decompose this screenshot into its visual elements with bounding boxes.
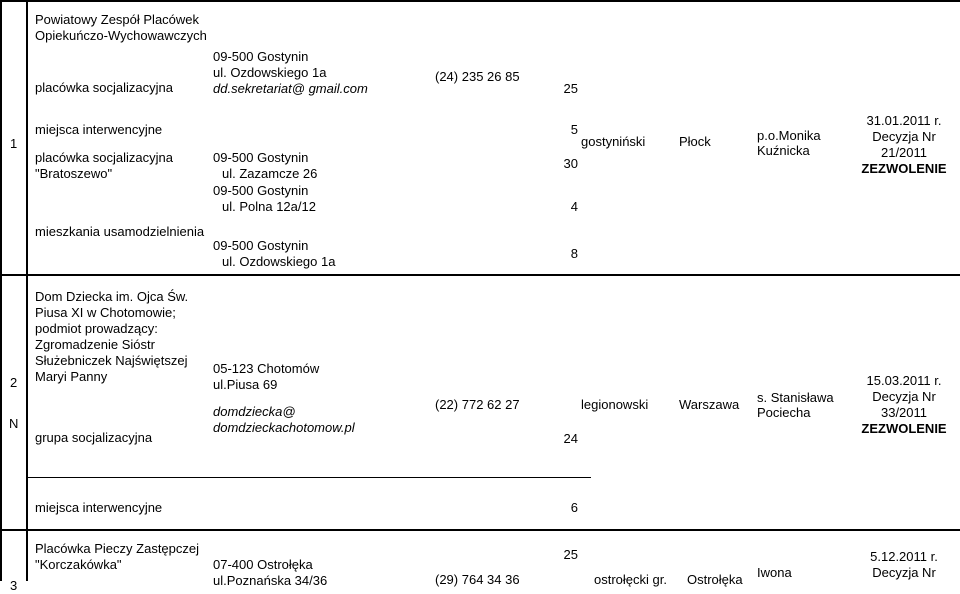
row2-decision-date: 15.03.2011 r. [866,373,942,388]
row1-places-ozd: 8 [570,246,578,261]
row3-institution-line1: Placówka Pieczy Zastępczej [35,541,200,556]
row1-institution-line2: Opiekuńczo-Wychowawczych [35,28,207,43]
row3-number: 3 [10,578,18,593]
row1-decision-number: 21/2011 [880,145,928,160]
row1-unit-bratoszewo-line1: placówka socjalizacyjna [35,150,174,165]
row2-institution-line4: Zgromadzenie Sióstr [35,337,155,352]
row1-places-care: 25 [563,81,578,96]
row1-decision-label: Decyzja Nr [872,129,936,144]
row3-county: ostrołęcki gr. [594,572,667,587]
row2-places-group: 24 [563,431,578,446]
row2-institution-line3: podmiot prowadzący: [35,321,158,336]
row-separator-2-3 [0,529,960,531]
row3-phone: (29) 764 34 36 [435,572,520,587]
row3-places: 25 [563,547,578,562]
row3-decision-label: Decyzja Nr [872,565,936,580]
column-line-1 [26,0,28,581]
row2-email: domdziecka@ [213,404,296,419]
row2-unit-intervention: miejsca interwencyjne [35,500,163,515]
row2-places-intervention: 6 [570,500,578,515]
row1-address-polna-street: ul. Polna 12a/12 [222,199,316,214]
row1-address-polna-city: 09-500 Gostynin [213,183,309,198]
row1-unit-bratoszewo-line2: "Bratoszewo" [35,166,113,181]
row3-institution-line2: "Korczakówka" [35,557,122,572]
row2-decision-label: Decyzja Nr [872,389,936,404]
row1-county: gostyniński [581,134,646,149]
row1-number: 1 [10,136,18,151]
row3-court: Ostrołęka [687,572,743,587]
row1-decision-status: ZEZWOLENIE [861,161,947,176]
row1-director-line1: p.o.Monika [757,128,821,143]
row2-phone: (22) 772 62 27 [435,397,520,412]
row2-unit-group: grupa socjalizacyjna [35,430,153,445]
row1-court: Płock [679,134,711,149]
row1-address-zazamcze-street: ul. Zazamcze 26 [222,166,318,181]
row-separator-2-sub [26,477,591,478]
row2-website: domdzieckachotomow.pl [213,420,355,435]
row3-address-street: ul.Poznańska 34/36 [213,573,328,588]
row1-address-ozd-city: 09-500 Gostynin [213,238,309,253]
row1-address-main-city: 09-500 Gostynin [213,49,309,64]
row1-decision-date: 31.01.2011 r. [866,113,942,128]
row1-places-bratoszewo: 30 [563,156,578,171]
row1-places-polna: 4 [570,199,578,214]
row2-decision-number: 33/2011 [880,405,928,420]
row1-unit-intervention: miejsca interwencyjne [35,122,163,137]
row1-address-zazamcze-city: 09-500 Gostynin [213,150,309,165]
row3-decision-date: 5.12.2011 r. [870,549,938,564]
row2-address-street: ul.Piusa 69 [213,377,278,392]
row2-type-letter: N [9,416,19,431]
row2-director-line2: Pociecha [757,405,811,420]
row3-address-city: 07-400 Ostrołęka [213,557,313,572]
row2-county: legionowski [581,397,649,412]
row2-institution-line5: Służebniczek Najświętszej [35,353,188,368]
row1-institution-line1: Powiatowy Zespół Placówek [35,12,200,27]
row3-director-line1: Iwona [757,565,792,580]
column-line-0 [0,0,2,581]
row1-phone: (24) 235 26 85 [435,69,520,84]
row1-email: dd.sekretariat@ gmail.com [213,81,368,96]
row2-institution-line2: Piusa XI w Chotomowie; [35,305,176,320]
row2-director-line1: s. Stanisława [757,390,834,405]
row2-institution-line1: Dom Dziecka im. Ojca Św. [35,289,189,304]
table-border-top [0,0,960,2]
row1-director-line2: Kuźnicka [757,143,810,158]
row1-address-ozd-street: ul. Ozdowskiego 1a [222,254,336,269]
row2-institution-line6: Maryi Panny [35,369,108,384]
row1-address-main-street: ul. Ozdowskiego 1a [213,65,327,80]
row-separator-1-2 [0,274,960,276]
row2-number: 2 [10,375,18,390]
row1-unit-independence: mieszkania usamodzielnienia [35,224,205,239]
row2-decision-status: ZEZWOLENIE [861,421,947,436]
row2-address-city: 05-123 Chotomów [213,361,320,376]
row1-places-intervention: 5 [570,122,578,137]
row1-unit-care: placówka socjalizacyjna [35,80,174,95]
row2-court: Warszawa [679,397,740,412]
